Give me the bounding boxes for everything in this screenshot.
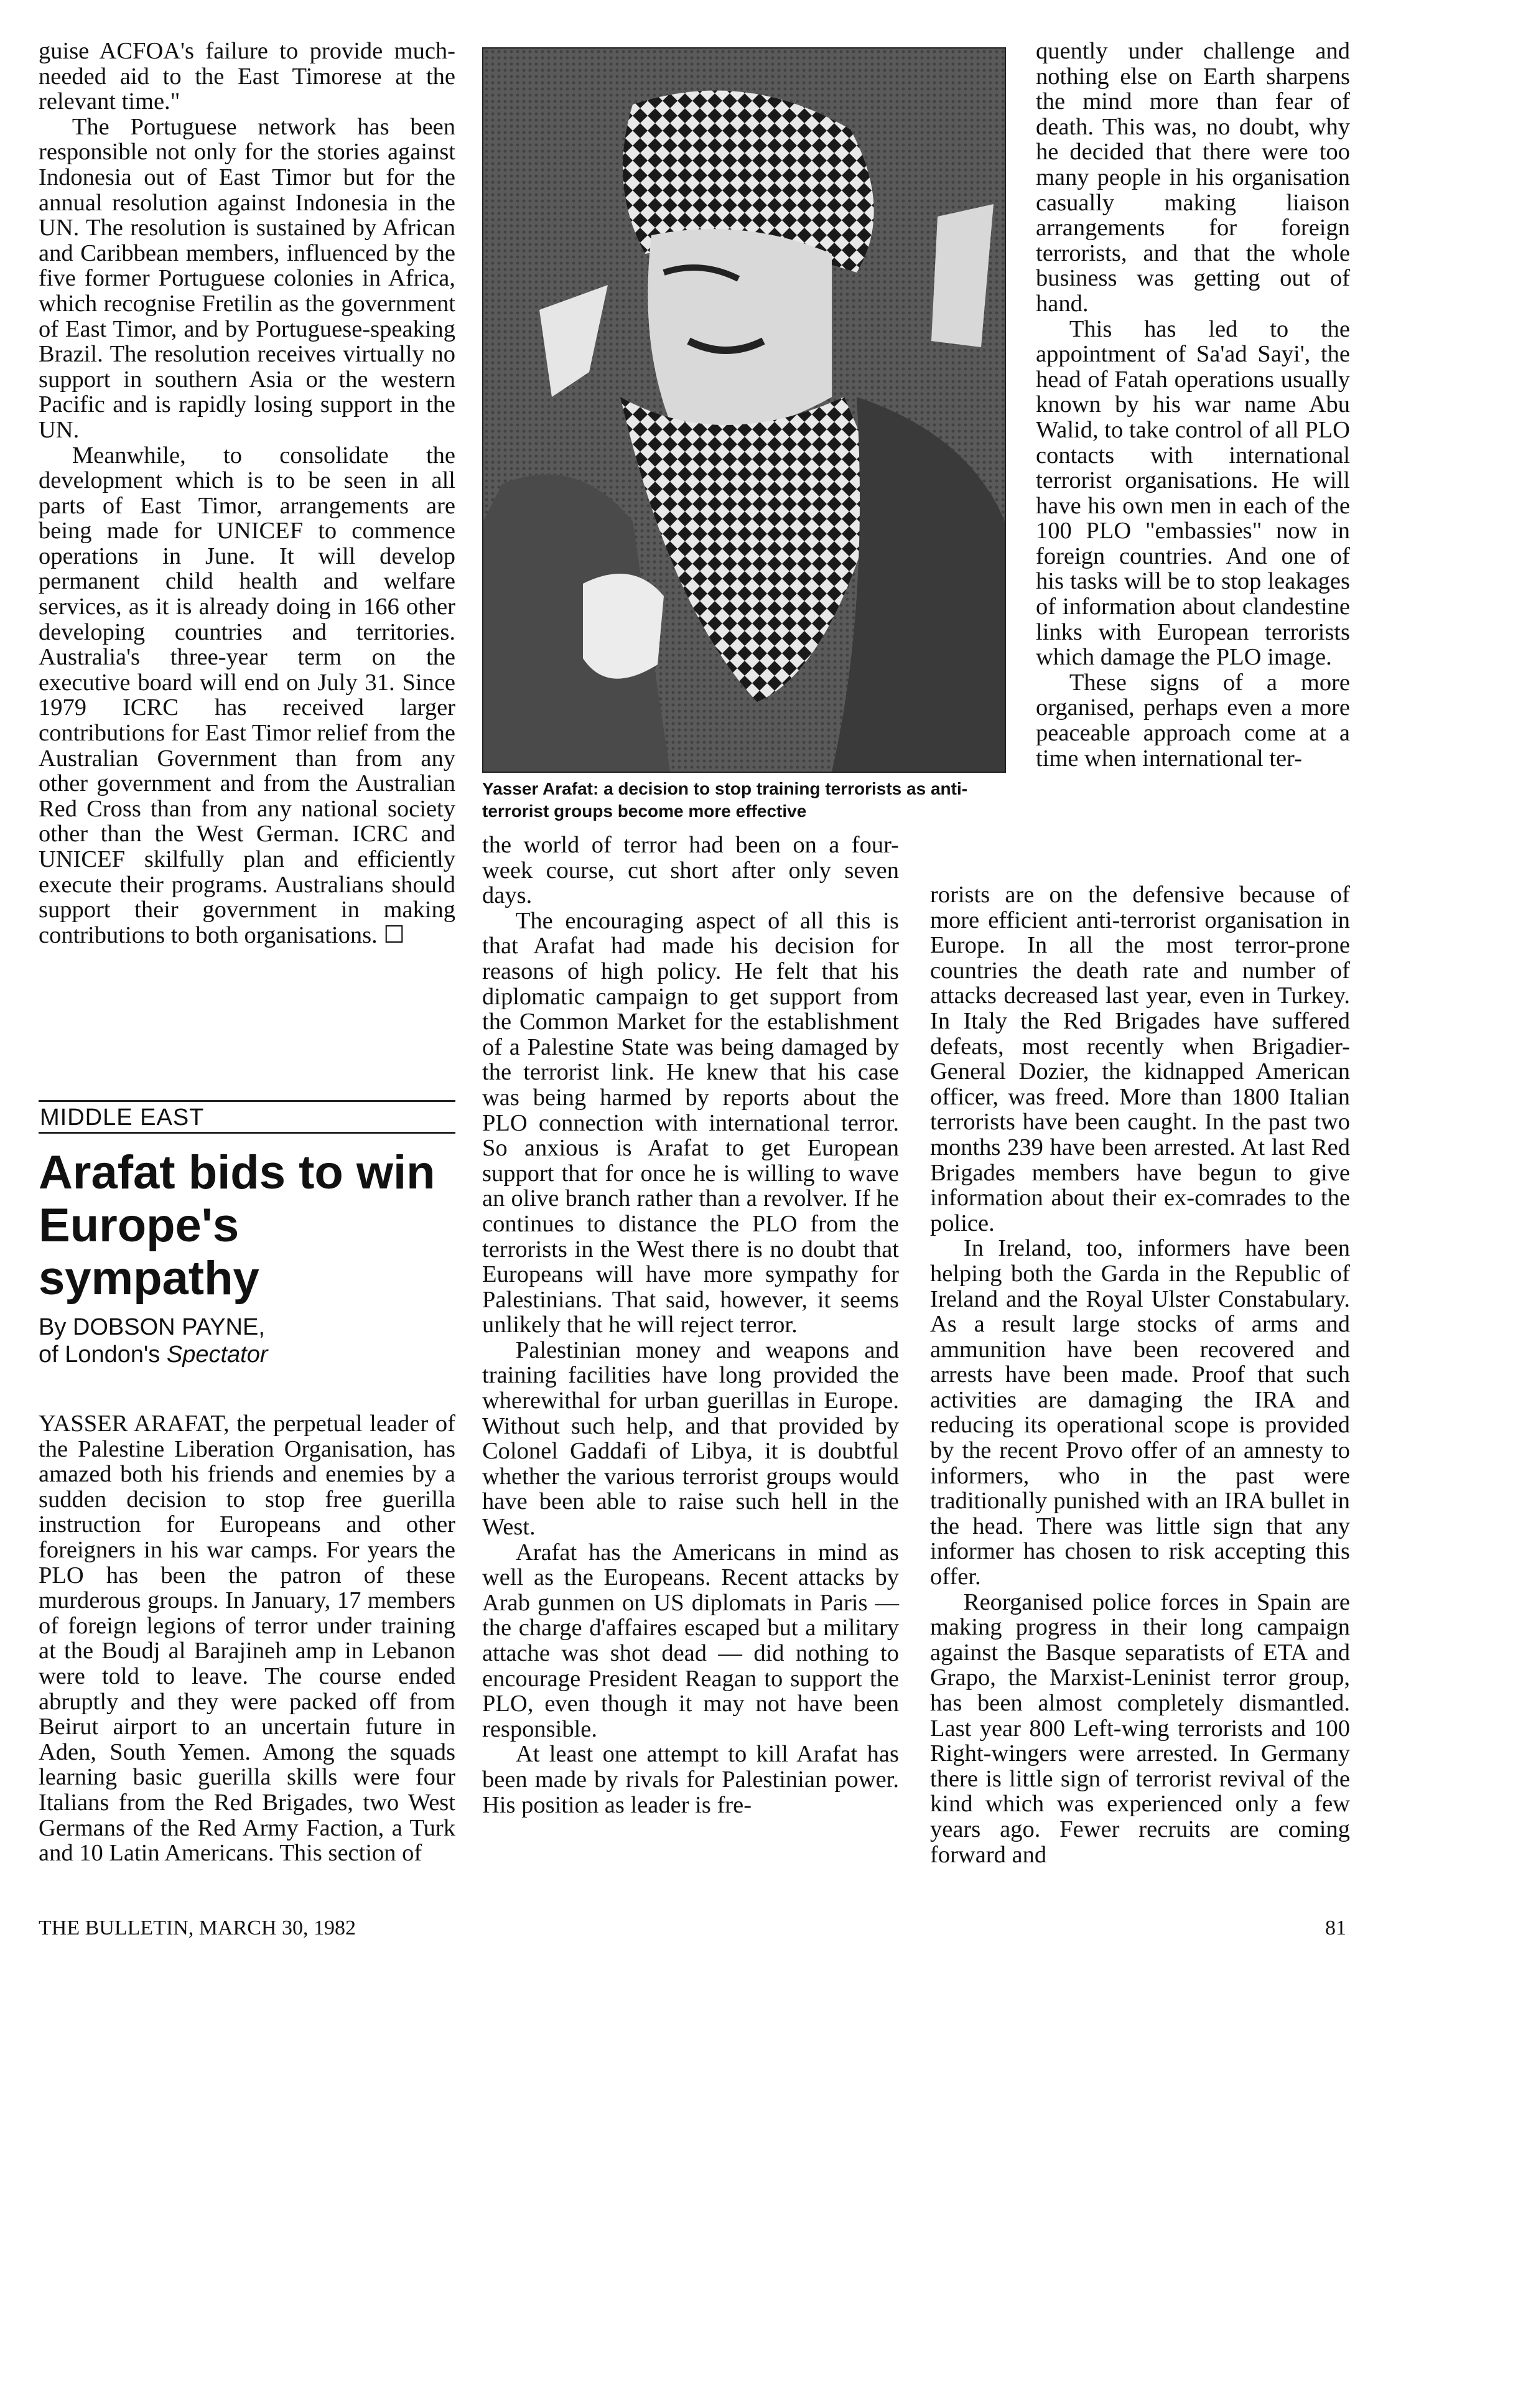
paragraph: At least one attempt to kill Arafat has been made by rivals for Palestinian power. His position as leader is fre- (482, 1741, 899, 1818)
byline (39, 1314, 455, 1368)
paragraph: Arafat has the Americans in mind as well as the Europeans. Recent attacks by Arab gunmen on US diplomats in Paris — the charge d'affaires escaped but a military attache was shot dead — did nothing to encourage President Reagan to support the PLO, even though it may not have been responsible. (482, 1539, 899, 1742)
byline-publication: Spectator (166, 1342, 268, 1368)
paragraph: In Ireland, too, informers have been helping both the Garda in the Republic of Ireland and the Royal Ulster Constabulary. As a result large stocks of arms and ammunition have been recovered and arrests have been made. Proof that such activities are damaging the IRA and reducing its operational scope is provided by the recent Provo offer of an amnesty to informers, who in the past were traditionally punished with an IRA bullet in the head. There was little sign that any informer has chosen to risk accepting this offer. (930, 1235, 1350, 1590)
portrait-image (483, 49, 1005, 772)
story-column-1 (39, 1411, 455, 1866)
article-header (39, 1100, 455, 1368)
byline-author: By DOBSON PAYNE, (39, 1314, 265, 1340)
section-label: MIDDLE EAST (40, 1104, 205, 1131)
paragraph: The encouraging aspect of all this is that Arafat had made his decision for reasons of high policy. He felt that his diplomatic campaign to get support from the Common Market for the establishment of a Palestine State was being damaged by the terrorist link. He knew that his case was being harmed by reports about the PLO connection with international terror. So anxious is Arafat to get European support that for once he is willing to wave an olive branch rather than a revolver. If he continues to distance the PLO from the terrorists in the West there is no doubt that Europeans will have more sympathy for Palestinians. That said, however, it seems unlikely that he will reject terror. (482, 907, 899, 1338)
paragraph: The Portuguese network has been responsible not only for the stories against Indonesia out of East Timor but for the annual resolution against Indonesia in the UN. The resolution is sustained by African and Caribbean members, influenced by the five former Portuguese colonies in Africa, which recognise Fretilin as the government of East Timor, and by Portuguese-speaking Brazil. The resolution receives virtually no support in southern Asia or the western Pacific and is rapidly losing support in the UN. (39, 113, 455, 443)
continued-paragraph: guise ACFOA's failure to provide much-needed aid to the East Timorese at the relevant time." (39, 38, 455, 115)
paragraph: the world of terror had been on a four-week course, cut short after only seven days. (482, 832, 899, 909)
column-3-lower (930, 882, 1350, 1867)
page-number: 81 (1325, 1916, 1346, 1939)
column-1 (39, 39, 455, 948)
photo-caption: Yasser Arafat: a decision to stop training terrorists as anti-terrorist groups become more effective (482, 779, 968, 821)
lead-paragraph: YASSER ARAFAT, the perpetual leader of the Palestine Liberation Organisation, has amazed both his friends and enemies by a sudden decision to stop free guerilla instruction for Europeans and other foreigners in his war camps. For years the PLO has been the patron of these murderous groups. In January, 17 members of foreign legions of terror under training at the Boudj al Barajineh amp in Lebanon were told to leave. The course ended abruptly and they were packed off from Beirut airport to an uncertain future in Aden, South Yemen. Among the squads learning basic guerilla skills were four Italians from the Red Brigades, two West Germans of the Red Army Faction, a Turk and 10 Latin Americans. This section of (39, 1411, 455, 1867)
paragraph: quently under challenge and nothing else on Earth sharpens the mind more than fear of death. This was, no doubt, why he decided that there were too many people in his organisation casually making liaison arrangements for foreign terrorists, and that the whole business was getting out of hand. (1036, 38, 1350, 317)
column-3-upper (1036, 39, 1350, 771)
column-2 (482, 833, 899, 1818)
footer-publication: THE BULLETIN, MARCH 30, 1982 (39, 1916, 356, 1939)
paragraph: Meanwhile, to consolidate the development which is to be seen in all parts of East Timor, arrangements are being made for UNICEF to commence operations in June. It will develop permanent child health and welfare services, as it is already doing in 166 other developing countries and territories. Australia's three-year term on the executive board will end on July 31. Since 1979 ICRC has received larger contributions for East Timor relief from the Australian Government than from any other government and from the Australian Red Cross than from any national society other than the West German. ICRC and UNICEF skilfully plan and efficiently execute their programs. Australians should support their government in making contributions to both organisations. ☐ (39, 442, 455, 948)
section-rule-bottom (39, 1132, 455, 1134)
byline-source (39, 1341, 455, 1368)
paragraph: rorists are on the defensive because of more efficient anti-terrorist organisation in Europe. In all the most terror-prone countries the death rate and number of attacks decreased last year, even in Turkey. In Italy the Red Brigades have suffered defeats, most recently when Brigadier-General Dozier, the kidnapped American officer, was freed. More than 1800 Italian terrorists have been caught. In the past two months 239 have been arrested. At last Red Brigades members have begun to give information about their ex-comrades to the police. (930, 882, 1350, 1236)
headline: Arafat bids to win Europe's sympathy (39, 1146, 435, 1305)
paragraph: This has led to the appointment of Sa'ad Sayi', the head of Fatah operations usually known by his war name Abu Walid, to take control of all PLO contacts with international terrorist organisations. He will have his own men in each of the 100 PLO "embassies" now in foreign countries. And one of his tasks will be to stop leakages of information about clandestine links with European terrorists which damage the PLO image. (1036, 315, 1350, 671)
byline-of: of London's (39, 1342, 167, 1368)
paragraph: Palestinian money and weapons and training facilities have long provided the wherewithal for urban guerillas in Europe. Without such help, and that provided by Colonel Gaddafi of Libya, it is doubtful whether the various terrorist groups would have been able to raise such hell in the West. (482, 1337, 899, 1541)
paragraph: Reorganised police forces in Spain are making progress in their long campaign against the Basque separatists of ETA and Grapo, the Marxist-Leninist terror group, has been almost completely dismantled. Last year 800 Left-wing terrorists and 100 Right-wingers were arrested. In Germany there is little sign of terrorist revival of the kind which was experienced only a few years ago. Fewer recruits are coming forward and (930, 1589, 1350, 1868)
arafat-photo (482, 47, 1006, 773)
paragraph: These signs of a more organised, perhaps even a more peaceable approach come at a time when international ter- (1036, 669, 1350, 772)
